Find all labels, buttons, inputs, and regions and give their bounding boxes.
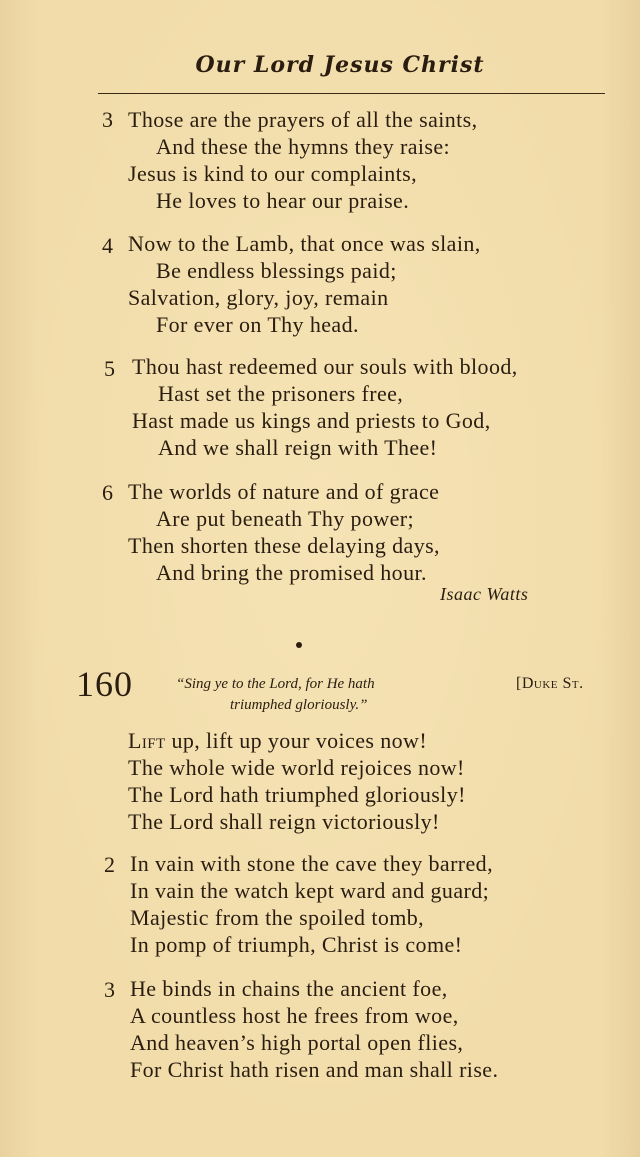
verse-line: Then shorten these delaying days,	[128, 533, 440, 558]
verse-line: The Lord hath triumphed gloriously!	[128, 782, 466, 807]
running-header	[0, 52, 640, 78]
stanza-number: 6	[102, 480, 113, 505]
verse-line: Majestic from the spoiled tomb,	[130, 905, 425, 930]
verse-line: And we shall reign with Thee!	[158, 435, 438, 460]
verse-line: Those are the prayers of all the saints,	[128, 107, 478, 132]
verse-line: Now to the Lamb, that once was slain,	[128, 231, 481, 256]
verse-line: In vain the watch kept ward and guard;	[130, 878, 490, 903]
verse-line: Hast set the prisoners free,	[158, 381, 404, 406]
verse-line: Salvation, glory, joy, remain	[128, 285, 389, 310]
verse-line: The whole wide world rejoices now!	[128, 755, 465, 780]
verse-line: For Christ hath risen and man shall rise.	[130, 1057, 499, 1082]
header-rule	[98, 93, 605, 94]
author-attribution: Isaac Watts	[440, 584, 529, 604]
verse-line: He binds in chains the ancient foe,	[130, 976, 448, 1001]
verse-line: In pomp of triumph, Christ is come!	[130, 932, 463, 957]
stanza-number: 2	[104, 852, 115, 877]
verse-line: And heaven’s high portal open flies,	[130, 1030, 464, 1055]
stanza-number: 3	[104, 977, 115, 1002]
tune-name: [Duke St.	[516, 675, 584, 692]
verse-line: The worlds of nature and of grace	[128, 479, 440, 504]
verse-line: And these the hymns they raise:	[156, 134, 451, 159]
verse-line: Thou hast redeemed our souls with blood,	[132, 354, 518, 379]
verse-line: The Lord shall reign victoriously!	[128, 809, 440, 834]
first-line-rest: up, lift up your voices now!	[165, 728, 428, 753]
stanza-number: 3	[102, 107, 113, 132]
verse-line: Jesus is kind to our complaints,	[128, 161, 418, 186]
verse-line: He loves to hear our praise.	[156, 188, 410, 213]
hymn-number: 160	[76, 664, 133, 704]
first-word-small-caps: Lift	[128, 728, 166, 753]
epigraph-line: triumphed gloriously.”	[230, 697, 368, 713]
running-title: Our Lord Jesus Christ	[195, 52, 485, 78]
verse-line: A countless host he frees from woe,	[130, 1003, 459, 1028]
verse-line: And bring the promised hour.	[156, 560, 427, 585]
section-divider-dot	[296, 642, 302, 648]
verse-line: Be endless blessings paid;	[156, 258, 397, 283]
verse-line: Hast made us kings and priests to God,	[132, 408, 491, 433]
verse-line: In vain with stone the cave they barred,	[130, 851, 493, 876]
verse-line: Are put beneath Thy power;	[156, 506, 415, 531]
stanza-number: 4	[102, 233, 113, 258]
epigraph-line: “Sing ye to the Lord, for He hath	[176, 676, 375, 692]
verse-line: For ever on Thy head.	[156, 312, 359, 337]
verse-line-first	[128, 727, 427, 754]
stanza-number: 5	[104, 356, 115, 381]
